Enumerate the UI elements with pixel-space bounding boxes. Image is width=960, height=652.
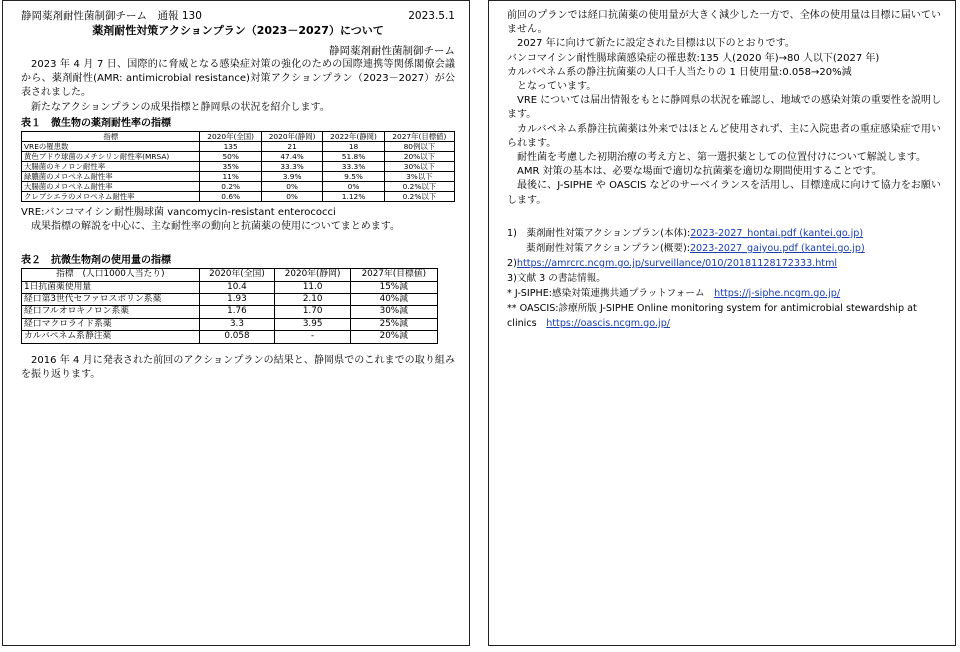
- table-cell: 2.10: [275, 294, 351, 306]
- reference-list: [507, 226, 941, 331]
- table-cell: -: [275, 331, 351, 343]
- oascis-link[interactable]: https://oascis.ncgm.go.jp/: [546, 317, 671, 329]
- table-cell: 11.0: [275, 281, 351, 293]
- reference-text: 2): [507, 257, 517, 269]
- table-cell: 3%以下: [384, 171, 454, 181]
- table-row: [22, 281, 438, 293]
- reference-item: [507, 226, 941, 241]
- article-author: 静岡薬剤耐性菌制御チーム: [329, 45, 455, 57]
- jsiphe-note: [507, 286, 941, 301]
- newsletter-date: 2023.5.1: [408, 10, 455, 22]
- table-cell: 51.8%: [323, 151, 384, 161]
- table-cell: VREの罹患数: [22, 141, 200, 151]
- table-cell: 0.058: [199, 331, 275, 343]
- table-cell: 18: [323, 141, 384, 151]
- vre-note: VRE:バンコマイシン耐性腸球菌 vancomycin-resistant enterococci: [21, 206, 336, 218]
- table-cell: 30%以下: [384, 161, 454, 171]
- table-cell: カルバペネム系静注薬: [22, 331, 200, 343]
- table-cell: 40%減: [350, 294, 437, 306]
- resistance-rate-table: [21, 131, 455, 202]
- table-cell: 30%減: [350, 306, 437, 318]
- table1-header: 2022年(静岡): [323, 131, 384, 141]
- empiric-therapy-paragraph: 耐性菌を考慮した初期治療の考え方と、第一選択薬としての位置付けについて解説します。: [517, 152, 926, 164]
- table-cell: 80例以下: [384, 141, 454, 151]
- jsiphe-link[interactable]: https://j-siphe.ncgm.go.jp/: [714, 287, 841, 299]
- amr-paragraph: AMR 対策の基本は、必要な場面で適切な抗菌薬を適切な期間使用することです。: [517, 166, 882, 178]
- table-cell: クレブシエラのメロペネム耐性率: [22, 191, 200, 201]
- table-cell: 9.5%: [323, 171, 384, 181]
- oascis-text: ** OASCIS:診療所版 J-SIPHE Online monitoring system for antimicrobial stewardship at clinics: [507, 302, 917, 329]
- table-cell: 135: [200, 141, 261, 151]
- table-cell: 0.2%以下: [384, 181, 454, 191]
- new-goals-intro: 2027 年に向けて新たに設定された目標は以下のとおりです。: [517, 38, 795, 50]
- table-cell: 緑膿菌のメロペネム耐性率: [22, 171, 200, 181]
- table-cell: 経口第3世代セファロスポリン系薬: [22, 294, 200, 306]
- table-cell: 15%減: [350, 281, 437, 293]
- table1-header: 2020年(全国): [200, 131, 261, 141]
- table2-caption: 表２ 抗微生物剤の使用量の指標: [21, 255, 171, 267]
- table-cell: 0.2%以下: [384, 191, 454, 201]
- intro-paragraph: 2023 年 4 月 7 日、国際的に脅威となる感染症対策の強化のための国際連携等関係閣僚会議から、薬剤耐性(AMR: antimicrobial resistance)対策アクションプラン（2023－2027）が公表されました。: [21, 59, 455, 99]
- goal-vre: バンコマイシン耐性腸球菌感染症の罹患数:135 人(2020 年)→80 人以下(2027 年): [507, 52, 880, 64]
- reference-detail: 文献 3 の書誌情報。: [516, 272, 606, 284]
- goal-end: となっています。: [517, 81, 597, 93]
- table2-header: 2020年(全国): [199, 269, 275, 281]
- table-row: [22, 306, 438, 318]
- table-cell: 黄色ブドウ球菌のメチシリン耐性率(MRSA): [22, 151, 200, 161]
- table-cell: 1.70: [275, 306, 351, 318]
- table-cell: 3.3: [199, 318, 275, 330]
- table-cell: 10.4: [199, 281, 275, 293]
- carbapenem-paragraph: カルバペネム系静注抗菌薬は外来ではほとんど使用されず、主に入院患者の重症感染症で用いられます。: [507, 123, 941, 149]
- table-cell: 35%: [200, 161, 261, 171]
- table-cell: 3.95: [275, 318, 351, 330]
- table-cell: 大腸菌のキノロン耐性率: [22, 161, 200, 171]
- newsletter-issue: 静岡薬剤耐性菌制御チーム 通報 130: [21, 10, 202, 22]
- table-cell: 20%減: [350, 331, 437, 343]
- page-1-content: [21, 9, 455, 641]
- document-page-1: [2, 0, 470, 646]
- table-cell: 33.3%: [261, 161, 322, 171]
- page-2-content: [507, 9, 941, 641]
- table1-header: 2027年(目標値): [384, 131, 454, 141]
- table-cell: 1日抗菌薬使用量: [22, 281, 200, 293]
- table2-header-row: [22, 269, 438, 281]
- table-cell: 50%: [200, 151, 261, 161]
- surveillance-paragraph: 最後に、J-SIPHE や OASCIS などのサーベイランスを活用し、目標達成に向けて協力をお願いします。: [507, 180, 941, 206]
- table2-header: 2020年(静岡): [275, 269, 351, 281]
- table-cell: 経口マクロライド系薬: [22, 318, 200, 330]
- goal-carbapenem: カルバペネム系の静注抗菌薬の人口千人当たりの 1 日使用量:0.058→20%減: [507, 66, 852, 78]
- table-cell: 1.76: [199, 306, 275, 318]
- reference-item: [507, 241, 941, 256]
- table-cell: 経口フルオロキノロン系薬: [22, 306, 200, 318]
- table-cell: 0%: [261, 191, 322, 201]
- reference-text: 3): [507, 272, 517, 284]
- oascis-note: [507, 301, 941, 331]
- table-cell: 大腸菌のメロペネム耐性率: [22, 181, 200, 191]
- antimicrobial-use-table: [21, 268, 438, 343]
- previous-plan-paragraph: 2016 年 4 月に発表された前回のアクションプランの結果と、静岡県でのこれまでの取り組みを振り返ります。: [21, 354, 455, 380]
- table-cell: 0.2%: [200, 181, 261, 191]
- reference-text: 1) 薬剤耐性対策アクションプラン(本体):: [507, 227, 691, 239]
- table1-header-row: [22, 131, 455, 141]
- table-cell: 11%: [200, 171, 261, 181]
- reference-link[interactable]: 2023-2027_gaiyou.pdf (kantei.go.jp): [689, 242, 865, 254]
- table-row: [22, 141, 455, 151]
- table-cell: 20%以下: [384, 151, 454, 161]
- reference-link[interactable]: 2023-2027_hontai.pdf (kantei.go.jp): [690, 227, 864, 239]
- table-row: [22, 191, 455, 201]
- article-title: 薬剤耐性対策アクションプラン（2023－2027）について: [92, 24, 384, 37]
- table-cell: 25%減: [350, 318, 437, 330]
- intro-summary: 新たなアクションプランの成果指標と静岡県の状況を紹介します。: [31, 101, 330, 113]
- table2-header: 2027年(目標値): [350, 269, 437, 281]
- table-row: [22, 161, 455, 171]
- table-row: [22, 151, 455, 161]
- indicator-paragraph: 成果指標の解説を中心に、主な耐性率の動向と抗菌薬の使用についてまとめます。: [31, 221, 400, 233]
- table1-header: 指標: [22, 131, 200, 141]
- reference-item: [507, 256, 941, 271]
- newsletter-header: [21, 9, 455, 23]
- table-cell: 0%: [323, 181, 384, 191]
- table-cell: 1.12%: [323, 191, 384, 201]
- table-cell: 0.6%: [200, 191, 261, 201]
- document-page-2: [488, 0, 956, 646]
- table-cell: 3.9%: [261, 171, 322, 181]
- reference-item: [507, 271, 941, 286]
- table1-caption: 表１ 微生物の薬剤耐性率の指標: [21, 117, 171, 129]
- table-cell: 33.3%: [323, 161, 384, 171]
- table-cell: 0%: [261, 181, 322, 191]
- table-cell: 21: [261, 141, 322, 151]
- table1-header: 2020年(静岡): [261, 131, 322, 141]
- jsiphe-text: * J-SIPHE:感染対策連携共通プラットフォーム: [507, 287, 705, 299]
- vre-paragraph: VRE については届出情報をもとに静岡県の状況を確認し、地域での感染対策の重要性を説明します。: [507, 95, 941, 121]
- table-row: [22, 318, 438, 330]
- table2-header: 指標 (人口1000人当たり): [22, 269, 200, 281]
- table-row: [22, 181, 455, 191]
- table-cell: 1.93: [199, 294, 275, 306]
- continued-paragraph: 前回のプランでは経口抗菌薬の使用量が大きく減少した一方で、全体の使用量は目標に届いていません。: [507, 10, 941, 36]
- table-row: [22, 294, 438, 306]
- reference-link[interactable]: https://amrcrc.ncgm.go.jp/surveillance/010/20181128172333.html: [516, 257, 838, 269]
- table-row: [22, 331, 438, 343]
- reference-text: 薬剤耐性対策アクションプラン(概要):: [507, 242, 690, 254]
- table-cell: 47.4%: [261, 151, 322, 161]
- table-row: [22, 171, 455, 181]
